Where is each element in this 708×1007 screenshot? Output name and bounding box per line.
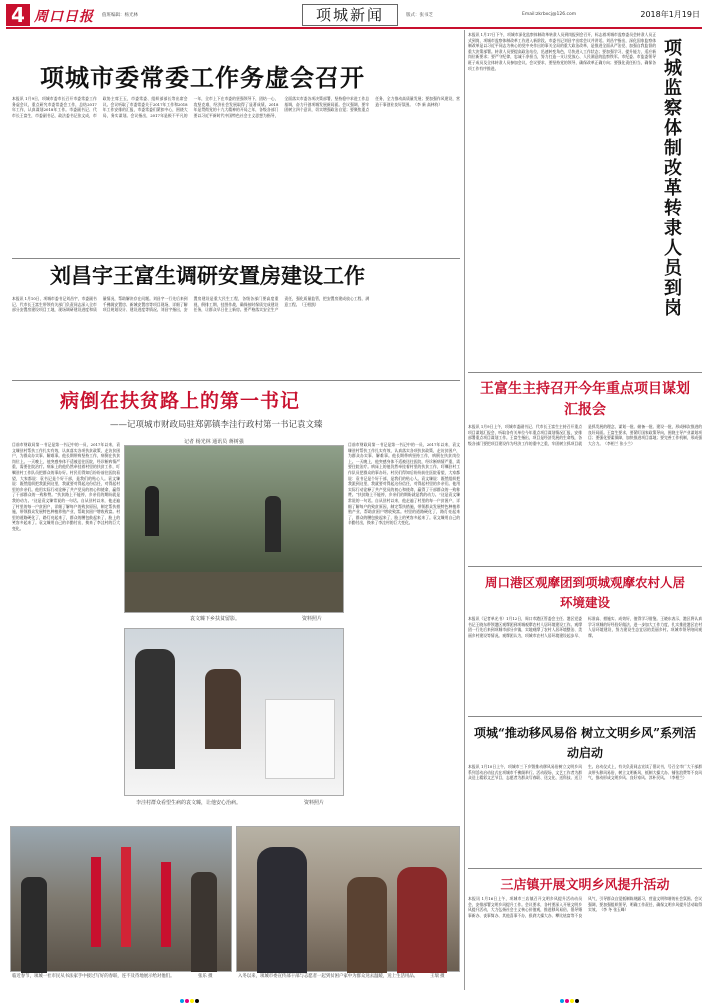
photo-couplets-credit: 张乐 摄 [198,974,213,979]
subheadline-poverty-secretary: ——记项城市财政局驻郑郭镇李洼行政村第一书记袁文臻 [110,420,323,430]
photo-village-visit-caption: 袁文臻下乡扶贫留影。 [190,616,241,622]
article-port-observation-body: 本报讯（记者单光书）1月12日，周口市港区管委会主任、港区党委书记王晓东带领港区观摩团到项城观摩农村人居环境建设工作。观摩团一行先后来到项城市部分乡镇，实地观摩了农村人居环境整治、美丽乡村建设等情况。观摩团认为，项城市农村人居环境建设起步早、标准高、措施实、成效好，值得学习借鉴。王晓东表示，港区将认真学习项城的好经验好做法，进一步加大工作力度，扎实推进港区农村人居环境建设，努力建设生态宜居的美丽乡村。项城市领导陪同观摩。 [468,616,702,638]
divider-2 [12,380,460,381]
paper-name: 周口日报 [34,9,94,25]
photo-poverty-aid-credit: 王瑞 摄 [430,974,445,979]
article-sandian-town-body: 本报讯 1月16日上午，项城市三店镇召开文明乡风提升活动动员会，安排部署文明乡风提升工作。会议要求，各村要深入开展文明乡风提升活动，大力弘扬社会主义核心价值观，推进移风易俗，倡导婚事新办、丧事简办、其他喜事不办，狠刹大操大办、攀比炫富等不良风气，引导群众自觉抵制陈规陋习，营造文明和谐的社会氛围。会议强调，要加强组织领导，明确工作责任，确保文明乡风提升活动取得实效。（李 冬 张玉峰） [468,896,702,918]
article-housing-inspection-body: 本报讯 1月10日，项城市委书记刘昌宇，市委副书记、代市长王富生带领有关部门负责同志深入全市部分安置房建设项目工地，现场调研建设进度和质量情况，帮助解决存在问题。刘昌宇一行先后来到千佛阁安置房、新城安置房等项目现场，详细了解项目规划设计、建设进度等情况。刘昌宇指出，安置房建设是重大民生工程，各级各部门要高度重视，倒排工期，挂图作战，确保按时保质完成建设任务，让群众早日住上新房。要严格落实安全生产责任，强化质量监管，把安置房建成放心工程、满意工程。（王相凯） [12,296,370,313]
photo-couplets-caption: 临近春节，项城一社市民从书法家手中接过写好的春联，连不及待地展示给对他们。 [12,974,175,979]
article-poverty-secretary-col1: 目前市财政局第一书记是第一书记中的一员，2017年以来，袁文臻驻村帮扶工作扎实有效，认真落实各项扶贫政策，走访贫困户，为群众办实事、解难事。他长期带病坚持工作，病倒在扶贫岗位上。一天晚上，他突感身体不适被送往医院，经诊断病情严重，需要住院治疗。病床上的他仍然牵挂着村里的扶贫工作，叮嘱驻村工作队员把群众的事办好。村民们得知后纷纷前往医院看望，大家都说：袁书记是个好干部，是我们的贴心人。袁文臻说：既然组织把我派到这里，我就要对得起这份信任，对得起村里的乡亲们。他用实际行动诠释了共产党员的初心和使命，赢得了干部群众的一致称赞。“扶贫路上不能停，乡亲们的期盼就是我的动力。”这是袁文臻常说的一句话。自从驻村以来，他走遍了村里的每一户贫困户，详细了解每户的致贫原因，制定帮扶措施，带领群众发展特色种植养殖产业，帮助贫困户增收致富。村里的道路硬化了，路灯亮起来了，群众的腰包鼓起来了，脸上的笑容多起来了。袁文臻用自己的辛勤付出，换来了李洼村的巨大变化。 [12,442,120,531]
headline-standing-committee: 项城市委常委工作务虚会召开 [40,63,365,92]
article-supervision-reform-body: 本报讯 1月17日下午，项城市深化监察体制改革转隶人员到岗报到会召开，标志着项城市监察委员会转隶人员正式到岗，项城市监察体制改革工作进入新阶段。市委书记刘昌宇出席会议并讲话。刘昌宇指出，深化国家监察体制改革是以习近平同志为核心的党中央作出的事关全局的重大政治改革，是推进全面从严治党、加强自我监督的重大决策部署。转隶人员要提高政治站位，迅速转变角色，尽快进入工作状态；要加强学习，提升能力，适应新岗位新要求；要严守纪律，忠诚干净担当，努力打造一支让党放心、人民满意的监察铁军。市纪委、市监委领导班子成员及全体转隶人员参加会议。会议要求，要坚持党的领导，确保改革正确方向；要强化责任担当，确保各项工作有序推进。 [468,32,656,71]
headline-housing-inspection: 刘昌宇王富生调研安置房建设工作 [50,263,365,288]
photo-poverty-aid-caption: 入冬以来，项城市委宣传部干部与志愿者一起到贫困户家中为群众送去温暖，送上生活用品。 [238,974,419,979]
photo-poverty-aid [236,826,460,972]
photo-hospital-visit-caption: 李洼村群众看望生病的袁文臻，让他安心治病。 [136,800,242,806]
headline-sandian-town: 三店镇开展文明乡风提升活动 [500,878,670,893]
masthead [6,4,702,26]
headline-civilized-customs: 项城“推动移风易俗 树立文明乡风”系列活动启动 [474,726,696,760]
divider-right-2 [468,566,702,567]
column-divider-main [464,30,465,990]
divider-right-4 [468,868,702,869]
email-info: Email:zkrbxcj@126.com [522,12,577,17]
photo-village-visit [124,445,344,613]
column-title-box: 项城新闻 [302,4,398,26]
page-number-box: 4 [6,4,30,26]
headline-supervision-reform: 项城监察体制改革转隶人员到岗 [661,38,682,318]
divider-right-3 [468,716,702,717]
article-standing-committee-body: 本报讯 1月9日，项城市委市长召开市委常委工作务虚会议，重点研究市委常委会工作，总结2017年工作，认真谋划2018年工作。市委副书记、代市长王富生，市委副书记、政法委书记张文成，市政协主席王玉，市委常委、组织部部长等出席会议。会议听取了市委常委关于2017年工作和2018年工作安排的汇报，市委常委们紧扣中心，围绕大局，务实谋划。会议指出，2017年是极不平凡的一年，全市上下在市委的坚强领导下，团结一心，攻坚克难，经济社会发展取得了显著成绩。2018年是贯彻党的十九大精神的开局之年，各级各部门要以习近平新时代中国特色社会主义思想为指导，全面落实市委各项决策部署，坚持稳中求进工作总基调，奋力开创项城发展新局面。会议强调，要牢固树立四个意识，切实增强政治自觉；要聚焦重点任务，全力推动高质量发展；要加强作风建设，营造干事创业良好氛围。（李 新 高林钧） [12,96,460,118]
article-key-projects-body: 本报讯 1月9日上午，项城市委副书记、代市长王富生主持召开重点项目谋划汇报会，听取各有关单位今年重点项目谋划情况汇报，安排部署重点项目谋划工作。王富生指出，项目是经济发展的生命线，各级各部门要把项目建设作为经济工作的重中之重，牢固树立抓项目就是抓发展的理念，谋划一批、储备一批、建设一批，形成梯次推进的良好局面。王富生要求，要紧盯国家政策导向，围绕主导产业谋划项目；要强化要素保障，加快推进项目落地；要完善工作机制，形成强大合力。（李相兰 张小兰） [468,424,702,446]
photo-hospital-visit [124,628,344,796]
photo-couplets [10,826,232,972]
headline-poverty-secretary: 病倒在扶贫路上的第一书记 [60,390,301,412]
designer-info: 版式：张书芝 [406,13,433,18]
issue-date: 2018年1月19日 [640,10,700,19]
photo-hospital-visit-credit: 资料照片 [304,800,325,806]
divider-1 [12,258,460,259]
headline-key-projects: 王富生主持召开今年重点项目谋划汇报会 [480,381,690,418]
headline-port-observation: 周口港区观摩团到项城观摩农村人居环境建设 [484,575,685,610]
divider-right-1 [468,372,702,373]
byline-poverty-secretary: 记者 杨光林 通讯员 蒋树强 [184,439,244,445]
article-civilized-customs-body: 本报讯 1月10日上午，项城市三下乡暨推动移风易俗树立文明乡风系列活动启动仪式在项城市千佛阁举行。活动现场，文艺工作者为群众送上精彩文艺节目，志愿者为群众写春联、送文化、送科技、送卫生。启动仪式上，有关负责同志宣读了倡议书，号召全市广大干部群众带头移风易俗，树立文明新风，抵制大操大办、铺张浪费等不良风气，推动形成文明乡风、良好家风、淳朴民风。（李相兰） [468,764,702,781]
photo-village-visit-credit: 资料照片 [302,616,323,622]
print-registration-marks-right [560,988,590,994]
header-rule [6,27,702,29]
article-poverty-secretary-col2: 目前市财政局第一书记是第一书记中的一员，2017年以来，袁文臻驻村帮扶工作扎实有效，认真落实各项扶贫政策，走访贫困户，为群众办实事、解难事。他长期带病坚持工作，病倒在扶贫岗位上。一天晚上，他突感身体不适被送往医院，经诊断病情严重，需要住院治疗。病床上的他仍然牵挂着村里的扶贫工作，叮嘱驻村工作队员把群众的事办好。村民们得知后纷纷前往医院看望，大家都说：袁书记是个好干部，是我们的贴心人。袁文臻说：既然组织把我派到这里，我就要对得起这份信任，对得起村里的乡亲们。他用实际行动诠释了共产党员的初心和使命，赢得了干部群众的一致称赞。“扶贫路上不能停，乡亲们的期盼就是我的动力。”这是袁文臻常说的一句话。自从驻村以来，他走遍了村里的每一户贫困户，详细了解每户的致贫原因，制定帮扶措施，带领群众发展特色种植养殖产业，帮助贫困户增收致富。村里的道路硬化了，路灯亮起来了，群众的腰包鼓起来了，脸上的笑容多起来了。袁文臻用自己的辛勤付出，换来了李洼村的巨大变化。 [348,442,460,526]
print-registration-marks-left [180,988,210,994]
editor-info: 值班编辑：杨光林 [102,13,138,18]
